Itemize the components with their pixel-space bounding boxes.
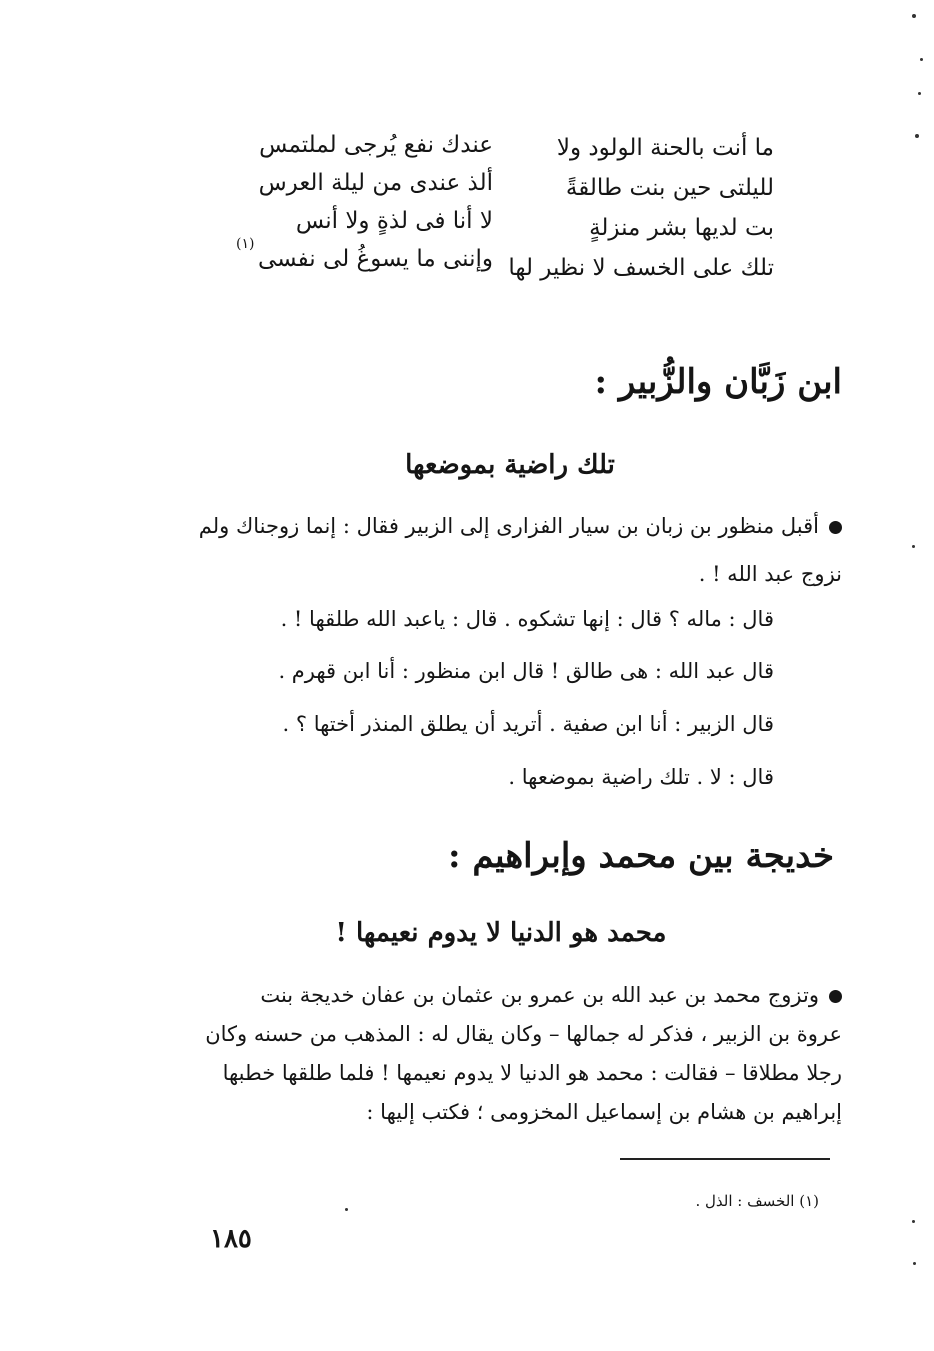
section-heading: ابن زَبَّان والزُّبير : bbox=[594, 362, 842, 402]
dialogue-line: قال : ماله ؟ قال : إنها تشكوه . قال : ياعبد الله طلقها ! . bbox=[280, 607, 774, 631]
section-subheading: محمد هو الدنيا لا يدوم نعيمها ! bbox=[335, 918, 667, 948]
scan-speck bbox=[918, 92, 921, 95]
paragraph-line: نزوج عبد الله ! . bbox=[698, 562, 842, 586]
paragraph-line bbox=[260, 983, 842, 1007]
poem-left-hemistich: عندك نفع يُرجى لملتمس bbox=[259, 132, 493, 158]
section-heading: خديجة بين محمد وإبراهيم : bbox=[447, 836, 834, 876]
bullet-icon bbox=[829, 521, 842, 534]
dialogue-line: قال : لا . تلك راضية بموضعها . bbox=[508, 765, 774, 789]
poem-right-hemistich: تلك على الخسف لا نظير لها bbox=[508, 255, 774, 281]
footnote-divider bbox=[620, 1158, 830, 1160]
scan-speck bbox=[913, 1262, 916, 1265]
poem-right-hemistich: لليلتى حين بنت طالقةً bbox=[565, 175, 774, 201]
scan-speck bbox=[912, 14, 916, 18]
paragraph-line: رجلا مطلاقا – فقالت : محمد هو الدنيا لا يدوم نعيمها ! فلما طلقها خطبها bbox=[222, 1061, 842, 1085]
paragraph-line bbox=[199, 514, 842, 538]
page-number: ١٨٥ bbox=[210, 1224, 252, 1254]
poem-right-hemistich: ما أنت بالحنة الولود ولا bbox=[556, 135, 774, 161]
paragraph-text: وتزوج محمد بن عبد الله بن عمرو بن عثمان بن عفان خديجة بنت bbox=[260, 983, 819, 1007]
scan-speck bbox=[345, 1208, 348, 1211]
poem-left-hemistich: وإننى ما يسوغُ لى نفسى bbox=[257, 246, 493, 272]
paragraph-line: إبراهيم بن هشام بن إسماعيل المخزومى ؛ فكتب إليها : bbox=[366, 1100, 842, 1124]
dialogue-line: قال عبد الله : هى طالق ! قال ابن منظور : أنا ابن قهرم . bbox=[278, 659, 774, 683]
dialogue-line: قال الزبير : أنا ابن صفية . أتريد أن يطلق المنذر أختها ؟ . bbox=[282, 712, 774, 736]
scan-speck bbox=[912, 545, 915, 548]
paragraph-line: عروة بن الزبير ، فذكر له جمالها – وكان يقال له : المذهب من حسنه وكان bbox=[205, 1022, 842, 1046]
bullet-icon bbox=[829, 990, 842, 1003]
footnote: (١) الخسف : الذل . bbox=[695, 1192, 819, 1210]
poem-right-hemistich: بت لديها بشر منزلةٍ bbox=[589, 215, 774, 241]
section-subheading: تلك راضية بموضعها bbox=[405, 450, 615, 480]
scan-speck bbox=[915, 134, 919, 138]
poem-left-hemistich: ألذ عندى من ليلة العرس bbox=[258, 170, 493, 196]
poem-left-hemistich: لا أنا فى لذةٍ ولا أنس bbox=[295, 208, 493, 234]
paragraph-text: أقبل منظور بن زبان بن سيار الفزارى إلى الزبير فقال : إنما زوجناك ولم bbox=[198, 514, 819, 538]
scan-speck bbox=[912, 1220, 915, 1223]
scan-speck bbox=[920, 58, 923, 61]
footnote-marker: (١) bbox=[236, 236, 255, 252]
